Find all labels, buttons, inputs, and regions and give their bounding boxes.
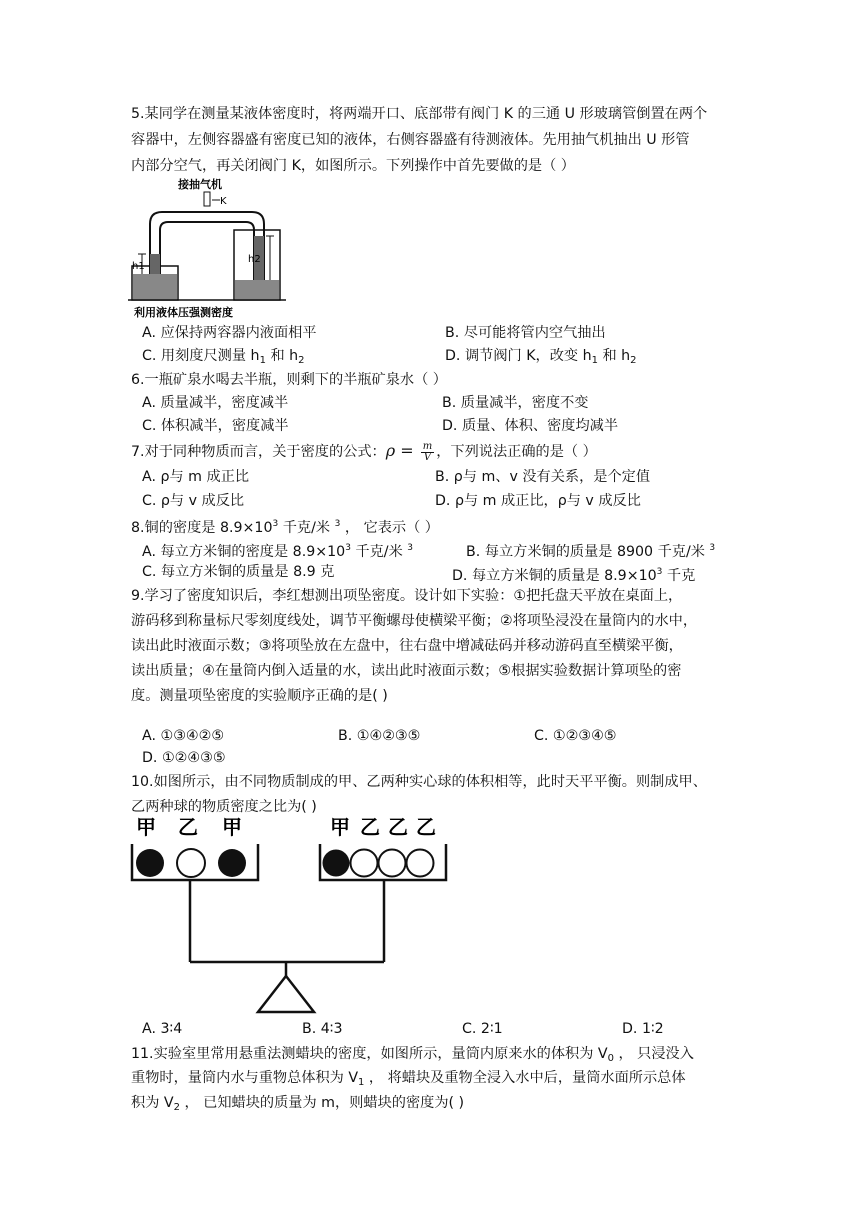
q5-stem-line-1: 5.某同学在测量某液体密度时，将两端开口、底部带有阀门 K 的三通 U 形玻璃管倒置在两个 <box>131 106 708 122</box>
q10-balance-figure <box>128 816 450 1016</box>
q5-figure-valve-label: K <box>220 196 227 207</box>
q9-option-d[interactable]: D. ①②④③⑤ <box>142 750 226 766</box>
q9-stem-line-1: 9.学习了密度知识后，李红想测出项坠密度。设计如下实验：①把托盘天平放在桌面上， <box>131 588 683 604</box>
q11-stem-line-2: 重物时，量筒内水与重物总体积为 $V_1$ ， 将蜡块及重物全浸入水中后，量筒水面所示总体 <box>131 1070 686 1088</box>
q5-stem-line-2: 容器中，左侧容器盛有密度已知的液体，右侧容器盛有待测液体。先用抽气机抽出 U 形管 <box>131 132 690 148</box>
q10-option-c[interactable]: C. 2∶1 <box>462 1021 503 1037</box>
q6-option-d[interactable]: D. 质量、体积、密度均减半 <box>442 418 619 434</box>
q5-u-tube-figure <box>128 174 288 322</box>
q7-option-a[interactable]: A. ρ与 m 成正比 <box>142 469 250 485</box>
q10-right-label-4: 乙 <box>416 816 436 839</box>
q11-stem-line-3: 积为 $V_2$ ， 已知蜡块的质量为 m，则蜡块的密度为( ) <box>131 1095 465 1113</box>
q5-figure-pump-label: 接抽气机 <box>178 178 222 191</box>
q9-stem-line-3: 读出此时液面示数；③将项坠放在左盘中，往右盘中增减砝码并移动游码直至横梁平衡， <box>131 638 683 654</box>
q10-left-label-3: 甲 <box>222 816 242 839</box>
q10-right-label-2: 乙 <box>360 816 380 839</box>
q5-figure-h2-label: h2 <box>248 254 261 265</box>
q6-option-b[interactable]: B. 质量减半，密度不变 <box>442 395 589 411</box>
q8-option-d[interactable]: D. 每立方米铜的质量是 $8.9\times 10^3$ 千克 <box>452 567 696 584</box>
q5-figure-caption: 利用液体压强测密度 <box>134 306 233 319</box>
q5-option-a[interactable]: A. 应保持两容器内液面相平 <box>142 325 317 341</box>
q10-right-label-3: 乙 <box>388 816 408 839</box>
q5-option-c[interactable]: C. 用刻度尺测量 $h_1$ 和 $h_2$ <box>142 348 305 366</box>
q5-option-b[interactable]: B. 尽可能将管内空气抽出 <box>445 325 606 341</box>
q10-right-label-1: 甲 <box>330 816 350 839</box>
q6-option-c[interactable]: C. 体积减半，密度减半 <box>142 418 289 434</box>
q11-stem-line-1: 11.实验室里常用悬重法测蜡块的密度，如图所示，量筒内原来水的体积为 $V_0$ ， 只浸没入 <box>131 1046 694 1064</box>
q5-stem-line-3: 内部分空气，再关闭阀门 K，如图所示。下列操作中首先要做的是（ ） <box>131 158 575 174</box>
q10-left-label-1: 甲 <box>136 816 156 839</box>
q8-option-b[interactable]: B. 每立方米铜的质量是 8900 千克/米 $^3$ <box>466 543 716 560</box>
q6-option-a[interactable]: A. 质量减半，密度减半 <box>142 395 289 411</box>
q9-option-b[interactable]: B. ①④②③⑤ <box>338 728 421 744</box>
q8-option-c[interactable]: C. 每立方米铜的质量是 8.9 克 <box>142 564 335 580</box>
q9-option-a[interactable]: A. ①③④②⑤ <box>142 728 225 744</box>
q10-stem-line-1: 10.如图所示，由不同物质制成的甲、乙两种实心球的体积相等，此时天平平衡。则制成甲、 <box>131 774 707 790</box>
q9-stem-line-5: 度。测量项坠密度的实验顺序正确的是( ) <box>131 688 388 704</box>
q7-option-b[interactable]: B. ρ与 m、v 没有关系，是个定值 <box>435 469 651 485</box>
q7-formula-rho: ρ <box>385 441 396 460</box>
q8-stem: 8.铜的密度是 $8.9\times 10^3$ 千克/米 $^3$ ， 它表示（ ） <box>131 519 439 536</box>
q5-figure-h1-label: h1 <box>132 261 145 272</box>
q9-option-c[interactable]: C. ①②③④⑤ <box>534 728 617 744</box>
q10-stem-line-2: 乙两种球的物质密度之比为( ) <box>131 799 317 815</box>
q9-stem-line-4: 读出质量；④在量筒内倒入适量的水，读出此时液面示数；⑤根据实验数据计算项坠的密 <box>131 663 682 679</box>
q7-option-c[interactable]: C. ρ与 v 成反比 <box>142 493 245 509</box>
q10-option-d[interactable]: D. 1∶2 <box>622 1021 664 1037</box>
q7-formula-fraction: $\frac{m}{V}$ <box>422 440 433 463</box>
q9-stem-line-2: 游码移到称量标尺零刻度线处，调节平衡螺母使横梁平衡；②将项坠浸没在量筒内的水中， <box>131 613 698 629</box>
q8-option-a[interactable]: A. 每立方米铜的密度是 $8.9\times 10^3$ 千克/米 $^3$ <box>142 543 414 560</box>
q7-stem: 7.对于同种物质而言，关于密度的公式：ρ = $\frac{m}{V}$ ，下列说法正确的是（ ） <box>131 440 597 463</box>
q10-option-a[interactable]: A. 3∶4 <box>142 1021 183 1037</box>
q5-option-d[interactable]: D. 调节阀门 K，改变 $h_1$ 和 $h_2$ <box>445 348 637 366</box>
q10-left-label-2: 乙 <box>178 816 198 839</box>
q10-option-b[interactable]: B. 4∶3 <box>302 1021 343 1037</box>
q7-option-d[interactable]: D. ρ与 m 成正比，ρ与 v 成反比 <box>435 493 641 509</box>
q6-stem: 6.一瓶矿泉水喝去半瓶，则剩下的半瓶矿泉水（ ） <box>131 372 447 388</box>
